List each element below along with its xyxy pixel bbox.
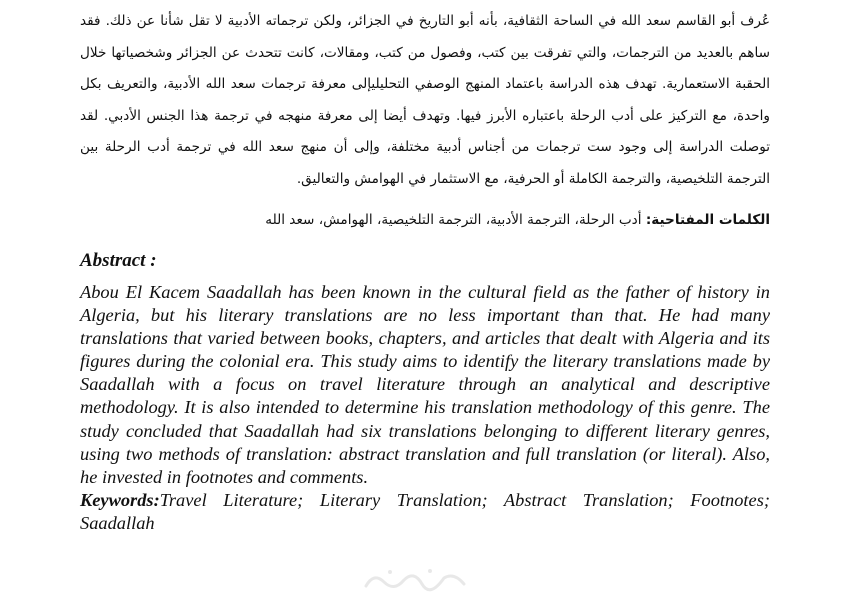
arabic-keywords (80, 207, 770, 233)
abstract-heading: Abstract : (80, 250, 157, 271)
english-keywords (80, 489, 770, 535)
arabic-abstract-text: عُرف أبو القاسم سعد الله في الساحة الثقافية، بأنه أبو التاريخ في الجزائر، ولكن ترجماته الأدبية لا تقل شأنا عن ذلك. فقد ساهم بالعديد من الترجمات، والتي تفرقت بين كتب، وفصول من كتب، ومقالات، كانت تتحدث عن الجزائر وشخصياتها خلال الحقبة الاستعمارية. تهدف هذه الدراسة باعتماد المنهج الوصفي التحليليإلى معرفة ترجمات سعد الله الأدبية، والتعريف بكل واحدة، مع التركيز على أدب الرحلة باعتباره الأبرز فيها. وتهدف أيضا إلى معرفة منهجه في ترجمة هذا الجنس الأدبي. لقد توصلت الدراسة إلى وجود ست ترجمات من أجناس أدبية مختلفة، وإلى أن منهج سعد الله في ترجمة أدب الرحلة بين الترجمة التلخيصية، والترجمة الكاملة أو الحرفية، مع الاستثمار في الهوامش والتعاليق. (80, 13, 770, 187)
document-page (80, 0, 770, 600)
arabic-keywords-list: أدب الرحلة، الترجمة الأدبية، الترجمة التلخيصية، الهوامش، سعد الله (265, 212, 646, 228)
arabic-keywords-label: الكلمات المفتاحية: (645, 212, 770, 228)
english-abstract-text: Abou El Kacem Saadallah has been known in the cultural field as the father of history in Algeria, but his literary translations are no less important than that. He had many translations that varied between books, chapters, and articles that dealt with Algeria and its figures during the colonial era. This study aims to identify the literary translations made by Saadallah with a focus on travel literature through an analytical and descriptive methodology. It is also intended to determine his translation methodology of this genre. The study concluded that Saadallah had six translations belonging to different literary genres, using two methods of translation: abstract translation and full translation (or literal). Also, he invested in footnotes and comments. (80, 282, 770, 487)
english-keywords-list: Travel Literature; Literary Translation; Abstract Translation; Footnotes; Saadallah (80, 489, 770, 533)
english-keywords-label: Keywords: (80, 489, 160, 510)
